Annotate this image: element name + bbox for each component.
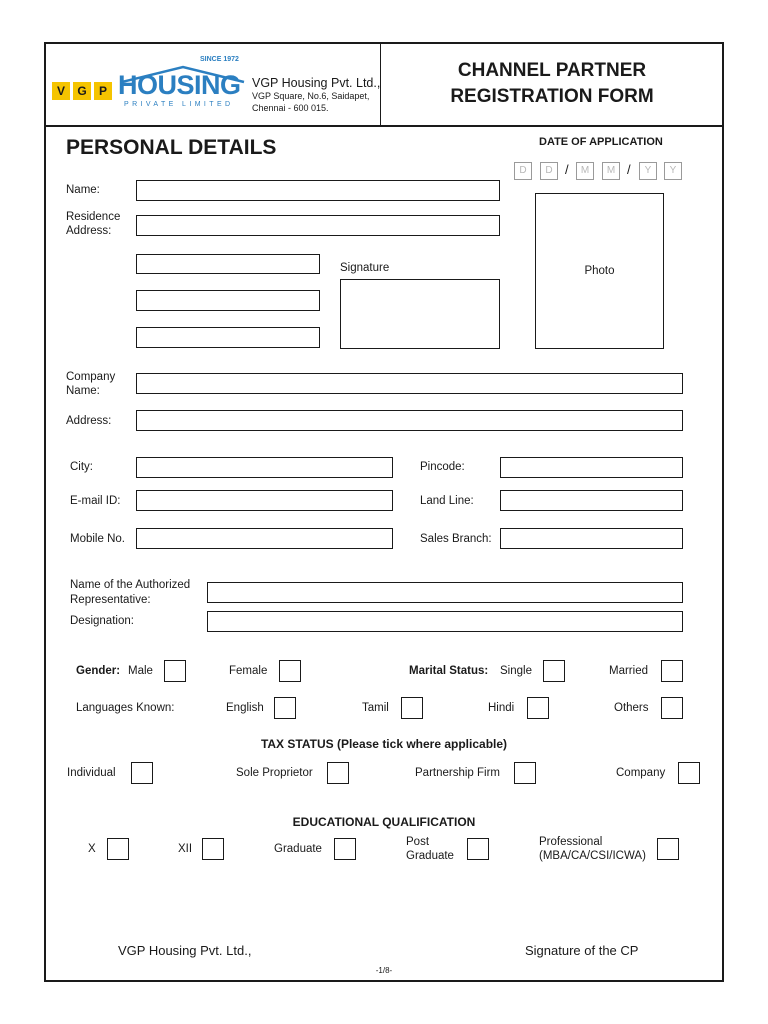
- page-number: -1/8-: [375, 966, 393, 975]
- residence-address-input-3[interactable]: [136, 290, 320, 311]
- date-of-application-label: DATE OF APPLICATION: [539, 136, 663, 148]
- date-separator: /: [565, 162, 569, 177]
- residence-address-label-line2: Address:: [66, 225, 112, 237]
- company-name-label-line2: Name:: [66, 385, 100, 397]
- form-title-line2: REGISTRATION FORM: [450, 86, 654, 107]
- authorized-rep-label-line1: Name of the Authorized: [70, 579, 191, 591]
- designation-label: Designation:: [70, 615, 134, 627]
- marital-status-label: Marital Status:: [409, 665, 489, 677]
- tax-partnership-firm-label: Partnership Firm: [415, 767, 500, 779]
- land-line-input[interactable]: [500, 490, 683, 511]
- email-input[interactable]: [136, 490, 393, 511]
- email-label: E-mail ID:: [70, 495, 121, 507]
- company-address-line2: Chennai - 600 015.: [252, 103, 329, 113]
- sales-branch-label: Sales Branch:: [420, 533, 492, 545]
- footer-company: VGP Housing Pvt. Ltd.,: [118, 943, 252, 958]
- authorized-rep-input[interactable]: [207, 582, 683, 603]
- tax-company-label: Company: [616, 767, 666, 779]
- marital-single-label: Single: [500, 665, 532, 677]
- edu-graduate-label: Graduate: [274, 843, 322, 855]
- company-name-input[interactable]: [136, 373, 683, 394]
- tax-individual-label: Individual: [67, 767, 116, 779]
- language-hindi-label: Hindi: [488, 702, 515, 714]
- edu-graduate-checkbox[interactable]: [334, 838, 356, 860]
- date-month-1[interactable]: M: [576, 162, 594, 180]
- date-year-1[interactable]: Y: [639, 162, 657, 180]
- header-divider: [44, 125, 724, 127]
- address-input[interactable]: [136, 410, 683, 431]
- language-tamil-checkbox[interactable]: [401, 697, 423, 719]
- logo-since: SINCE 1972: [200, 56, 239, 63]
- edu-professional-label-line2: (MBA/CA/CSI/ICWA): [539, 850, 646, 862]
- logo-letter-g: G: [73, 82, 91, 100]
- sales-branch-input[interactable]: [500, 528, 683, 549]
- edu-professional-checkbox[interactable]: [657, 838, 679, 860]
- language-others-checkbox[interactable]: [661, 697, 683, 719]
- company-logo: [52, 56, 248, 114]
- residence-address-input-2[interactable]: [136, 254, 320, 274]
- logo-housing: HOUSING: [118, 70, 241, 100]
- company-address-line1: VGP Square, No.6, Saidapet,: [252, 91, 370, 101]
- marital-married-label: Married: [609, 665, 648, 677]
- company-name: VGP Housing Pvt. Ltd.,: [252, 76, 381, 90]
- edu-post-graduate-label-line1: Post: [406, 836, 430, 848]
- language-hindi-checkbox[interactable]: [527, 697, 549, 719]
- language-others-label: Others: [614, 702, 649, 714]
- date-year-2[interactable]: Y: [664, 162, 682, 180]
- city-input[interactable]: [136, 457, 393, 478]
- tax-company-checkbox[interactable]: [678, 762, 700, 784]
- language-english-checkbox[interactable]: [274, 697, 296, 719]
- date-day-2[interactable]: D: [540, 162, 558, 180]
- tax-individual-checkbox[interactable]: [131, 762, 153, 784]
- address-label: Address:: [66, 415, 112, 427]
- edu-x-label: X: [88, 843, 96, 855]
- form-title-line1: CHANNEL PARTNER: [457, 60, 647, 81]
- education-title: EDUCATIONAL QUALIFICATION: [292, 815, 476, 829]
- language-english-label: English: [226, 702, 264, 714]
- logo-private-limited: PRIVATE LIMITED: [124, 101, 234, 108]
- tax-status-title: TAX STATUS (Please tick where applicable): [260, 737, 508, 751]
- edu-post-graduate-checkbox[interactable]: [467, 838, 489, 860]
- company-name-label-line1: Company: [66, 371, 116, 383]
- gender-male-checkbox[interactable]: [164, 660, 186, 682]
- gender-female-label: Female: [229, 665, 268, 677]
- pincode-label: Pincode:: [420, 461, 465, 473]
- logo-letter-v: V: [52, 82, 70, 100]
- marital-married-checkbox[interactable]: [661, 660, 683, 682]
- languages-label: Languages Known:: [76, 702, 175, 714]
- edu-professional-label-line1: Professional: [539, 836, 603, 848]
- date-month-2[interactable]: M: [602, 162, 620, 180]
- date-day-1[interactable]: D: [514, 162, 532, 180]
- logo-letter-p: P: [94, 82, 112, 100]
- land-line-label: Land Line:: [420, 495, 474, 507]
- footer-signature-label: Signature of the CP: [525, 943, 639, 958]
- photo-label: Photo: [584, 265, 615, 277]
- gender-label: Gender:: [76, 665, 121, 677]
- signature-box[interactable]: [340, 279, 500, 349]
- mobile-input[interactable]: [136, 528, 393, 549]
- section-title: PERSONAL DETAILS: [66, 136, 277, 159]
- tax-sole-proprietor-label: Sole Proprietor: [236, 767, 313, 779]
- edu-post-graduate-label-line2: Graduate: [406, 850, 454, 862]
- authorized-rep-label-line2: Representative:: [70, 594, 151, 606]
- city-label: City:: [70, 461, 93, 473]
- name-input[interactable]: [136, 180, 500, 201]
- designation-input[interactable]: [207, 611, 683, 632]
- gender-female-checkbox[interactable]: [279, 660, 301, 682]
- residence-address-label-line1: Residence: [66, 211, 121, 223]
- tax-partnership-firm-checkbox[interactable]: [514, 762, 536, 784]
- residence-address-input-4[interactable]: [136, 327, 320, 348]
- tax-sole-proprietor-checkbox[interactable]: [327, 762, 349, 784]
- language-tamil-label: Tamil: [362, 702, 389, 714]
- residence-address-input-1[interactable]: [136, 215, 500, 236]
- gender-male-label: Male: [128, 665, 153, 677]
- date-separator: /: [627, 162, 631, 177]
- edu-x-checkbox[interactable]: [107, 838, 129, 860]
- marital-single-checkbox[interactable]: [543, 660, 565, 682]
- edu-xii-label: XII: [178, 843, 193, 855]
- name-label: Name:: [66, 184, 100, 196]
- edu-xii-checkbox[interactable]: [202, 838, 224, 860]
- signature-label: Signature: [340, 262, 390, 274]
- mobile-label: Mobile No.: [70, 533, 125, 545]
- pincode-input[interactable]: [500, 457, 683, 478]
